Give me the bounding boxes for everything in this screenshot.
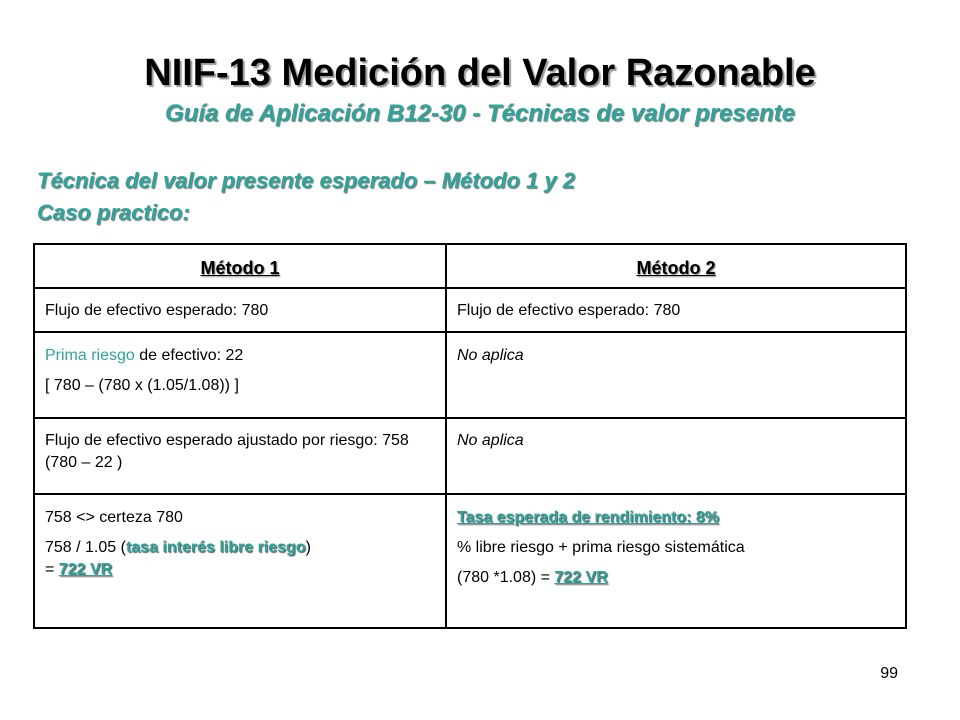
table-row bbox=[34, 288, 906, 332]
fair-value-m1: 722 VR bbox=[58, 561, 113, 578]
risk-free-prefix: 758 / 1.05 ( bbox=[45, 539, 126, 556]
header-method-1 bbox=[34, 244, 446, 288]
result-prefix-m2: (780 *1.08) = bbox=[457, 569, 555, 586]
result-prefix-m1: = bbox=[45, 561, 59, 578]
risk-premium-value: de efectivo: 22 bbox=[134, 347, 244, 364]
cell-m2-result bbox=[446, 494, 906, 628]
rate-composition: % libre riesgo + prima riesgo sistemática bbox=[457, 539, 745, 556]
result-line-m1 bbox=[45, 559, 435, 581]
table-header-row bbox=[34, 244, 906, 288]
slide-subtitle: Guía de Aplicación B12-30 - Técnicas de valor presente bbox=[164, 100, 795, 127]
result-line-m2 bbox=[457, 567, 895, 589]
table-row bbox=[34, 332, 906, 418]
header-method-2-label: Método 2 bbox=[636, 258, 716, 278]
header-method-2 bbox=[446, 244, 906, 288]
table-row bbox=[34, 494, 906, 628]
fair-value-m2: 722 VR bbox=[554, 569, 608, 586]
risk-premium-formula: [ 780 – (780 x (1.05/1.08)) ] bbox=[45, 377, 239, 394]
risk-free-rate-label: tasa interés libre riesgo bbox=[125, 539, 306, 556]
cell-m1-expected-flow: Flujo de efectivo esperado: 780 bbox=[34, 288, 446, 332]
cell-m2-expected-flow: Flujo de efectivo esperado: 780 bbox=[446, 288, 906, 332]
certainty-line: 758 <> certeza 780 bbox=[45, 509, 183, 526]
risk-free-suffix: ) bbox=[305, 539, 311, 556]
risk-free-line bbox=[45, 537, 435, 559]
expected-return-rate: Tasa esperada de rendimiento: 8% bbox=[457, 509, 720, 526]
section-title: Técnica del valor presente esperado – Método 1 y 2 bbox=[37, 168, 575, 193]
section-subtitle: Caso practico: bbox=[37, 200, 190, 225]
cell-m2-not-applicable: No aplica bbox=[446, 332, 906, 418]
methods-table bbox=[33, 243, 907, 629]
risk-premium-label: Prima riesgo bbox=[45, 347, 135, 364]
cell-m2-not-applicable-2: No aplica bbox=[446, 418, 906, 494]
cell-m1-result bbox=[34, 494, 446, 628]
slide-title: NIIF-13 Medición del Valor Razonable bbox=[144, 52, 816, 94]
table-row bbox=[34, 418, 906, 494]
page-number: 99 bbox=[880, 665, 898, 682]
risk-premium-line bbox=[45, 345, 435, 367]
header-method-1-label: Método 1 bbox=[200, 258, 280, 278]
cell-m1-adjusted-flow: Flujo de efectivo esperado ajustado por riesgo: 758 (780 – 22 ) bbox=[34, 418, 446, 494]
cell-m1-risk-premium bbox=[34, 332, 446, 418]
